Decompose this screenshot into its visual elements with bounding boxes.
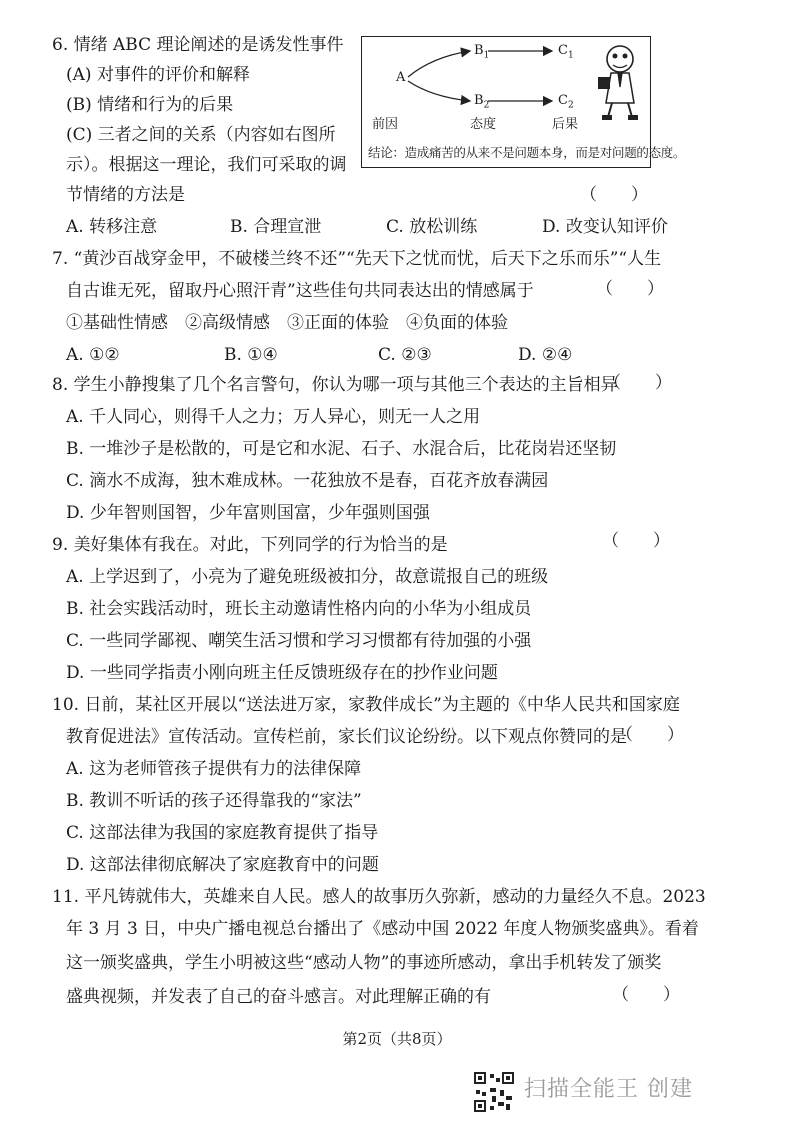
q9-option-d: D. 一些同学指责小刚向班主任反馈班级存在的抄作业问题 bbox=[66, 663, 498, 683]
q6-item-a: (A) 对事件的评价和解释 bbox=[66, 65, 250, 85]
q10-answer-paren: （ ） bbox=[616, 725, 684, 745]
q8-option-d: D. 少年智则国智，少年富则国富，少年强则国强 bbox=[66, 503, 430, 523]
q6-item-c-cont: 示）。根据这一理论，我们可采取的调 bbox=[66, 155, 347, 175]
q10-option-c: C. 这部法律为我国的家庭教育提供了指导 bbox=[66, 823, 379, 843]
q7-choices: ①基础性情感 ②高级情感 ③正面的体验 ④负面的体验 bbox=[66, 313, 508, 333]
q6-stem-line-1: 6. 情绪 ABC 理论阐述的是诱发性事件 bbox=[52, 35, 344, 55]
q6-option-b: B. 合理宣泄 bbox=[230, 217, 322, 237]
q7-option-c: C. ②③ bbox=[378, 345, 432, 365]
cartoon-figure-icon bbox=[598, 46, 638, 120]
q7-option-b: B. ①④ bbox=[224, 345, 278, 365]
q7-option-a: A. ①② bbox=[66, 345, 120, 365]
abc-theory-diagram bbox=[361, 36, 686, 168]
page-footer: 第2页（共8页） bbox=[342, 1030, 452, 1048]
scanner-watermark: 扫描全能王 创建 bbox=[524, 1077, 693, 1102]
q10-stem-line-2: 教育促进法》宣传活动。宣传栏前，家长们议论纷纷。以下观点你赞同的是 bbox=[66, 727, 627, 747]
q7-answer-paren: （ ） bbox=[596, 279, 664, 299]
q9-option-a: A. 上学迟到了，小亮为了避免班级被扣分，故意谎报自己的班级 bbox=[66, 567, 549, 587]
diagram-a: A bbox=[396, 70, 406, 85]
diagram-b1: $B_1$ bbox=[474, 43, 490, 61]
q7-stem-line-2: 自古谁无死，留取丹心照汗青”这些佳句共同表达出的情感属于 bbox=[66, 281, 534, 301]
q8-option-b: B. 一堆沙子是松散的，可是它和水泥、石子、水混合后，比花岗岩还坚韧 bbox=[66, 439, 617, 459]
q6-item-c-cont-2: 节情绪的方法是 bbox=[66, 185, 185, 205]
diagram-c2: $C_2$ bbox=[558, 93, 574, 111]
q9-answer-paren: （ ） bbox=[602, 531, 670, 551]
q11-answer-paren: （ ） bbox=[612, 985, 680, 1005]
q9-stem: 9. 美好集体有我在。对此，下列同学的行为恰当的是 bbox=[52, 535, 448, 555]
q6-option-a: A. 转移注意 bbox=[66, 217, 158, 237]
q11-stem-line-1: 11. 平凡铸就伟大，英雄来自人民。感人的故事历久弥新，感动的力量经久不息。2023 bbox=[52, 887, 706, 907]
diagram-arrows bbox=[362, 37, 649, 137]
diagram-c1: $C_1$ bbox=[558, 43, 574, 61]
q6-option-c: C. 放松训练 bbox=[386, 217, 478, 237]
q6-answer-paren: （ ） bbox=[580, 185, 648, 205]
diagram-result-label: 后果 bbox=[552, 117, 579, 132]
q11-stem-line-2: 年 3 月 3 日，中央广播电视总台播出了《感动中国 2022 年度人物颁奖盛典》。看着 bbox=[66, 919, 699, 939]
q7-stem-line-1: 7. “黄沙百战穿金甲，不破楼兰终不还”“先天下之忧而忧，后天下之乐而乐”“人生 bbox=[52, 249, 662, 269]
q10-stem-line-1: 10. 日前，某社区开展以“送法进万家，家教伴成长”为主题的《中华人民共和国家庭 bbox=[52, 695, 680, 715]
q11-stem-line-4: 盛典视频，并发表了自己的奋斗感言。对此理解正确的有 bbox=[66, 987, 491, 1007]
q8-option-a: A. 千人同心，则得千人之力；万人异心，则无一人之用 bbox=[66, 407, 481, 427]
q10-option-d: D. 这部法律彻底解决了家庭教育中的问题 bbox=[66, 855, 379, 875]
q8-option-c: C. 滴水不成海，独木难成林。一花独放不是春，百花齐放春满园 bbox=[66, 471, 549, 491]
diagram-attitude-label: 态度 bbox=[470, 117, 497, 132]
q8-answer-paren: （ ） bbox=[604, 373, 672, 393]
q9-option-b: B. 社会实践活动时，班长主动邀请性格内向的小华为小组成员 bbox=[66, 599, 532, 619]
diagram-conclusion: 结论：造成痛苦的从来不是问题本身，而是对问题的态度。 bbox=[368, 145, 686, 160]
q7-option-d: D. ②④ bbox=[518, 345, 573, 365]
q6-item-b: (B) 情绪和行为的后果 bbox=[66, 95, 234, 115]
q8-stem: 8. 学生小静搜集了几个名言警句，你认为哪一项与其他三个表达的主旨相异 bbox=[52, 375, 618, 395]
q11-stem-line-3: 这一颁奖盛典，学生小明被这些“感动人物”的事迹所感动，拿出手机转发了颁奖 bbox=[66, 953, 662, 973]
q10-option-b: B. 教训不听话的孩子还得靠我的“家法” bbox=[66, 791, 362, 811]
q6-option-d: D. 改变认知评价 bbox=[542, 217, 668, 237]
diagram-cause-label: 前因 bbox=[372, 117, 399, 132]
q10-option-a: A. 这为老师管孩子提供有力的法律保障 bbox=[66, 759, 362, 779]
qr-code-icon bbox=[474, 1072, 514, 1112]
q6-item-c: (C) 三者之间的关系（内容如右图所 bbox=[66, 125, 336, 145]
diagram-b2: $B_2$ bbox=[474, 93, 490, 111]
q9-option-c: C. 一些同学鄙视、嘲笑生活习惯和学习习惯都有待加强的小强 bbox=[66, 631, 532, 651]
